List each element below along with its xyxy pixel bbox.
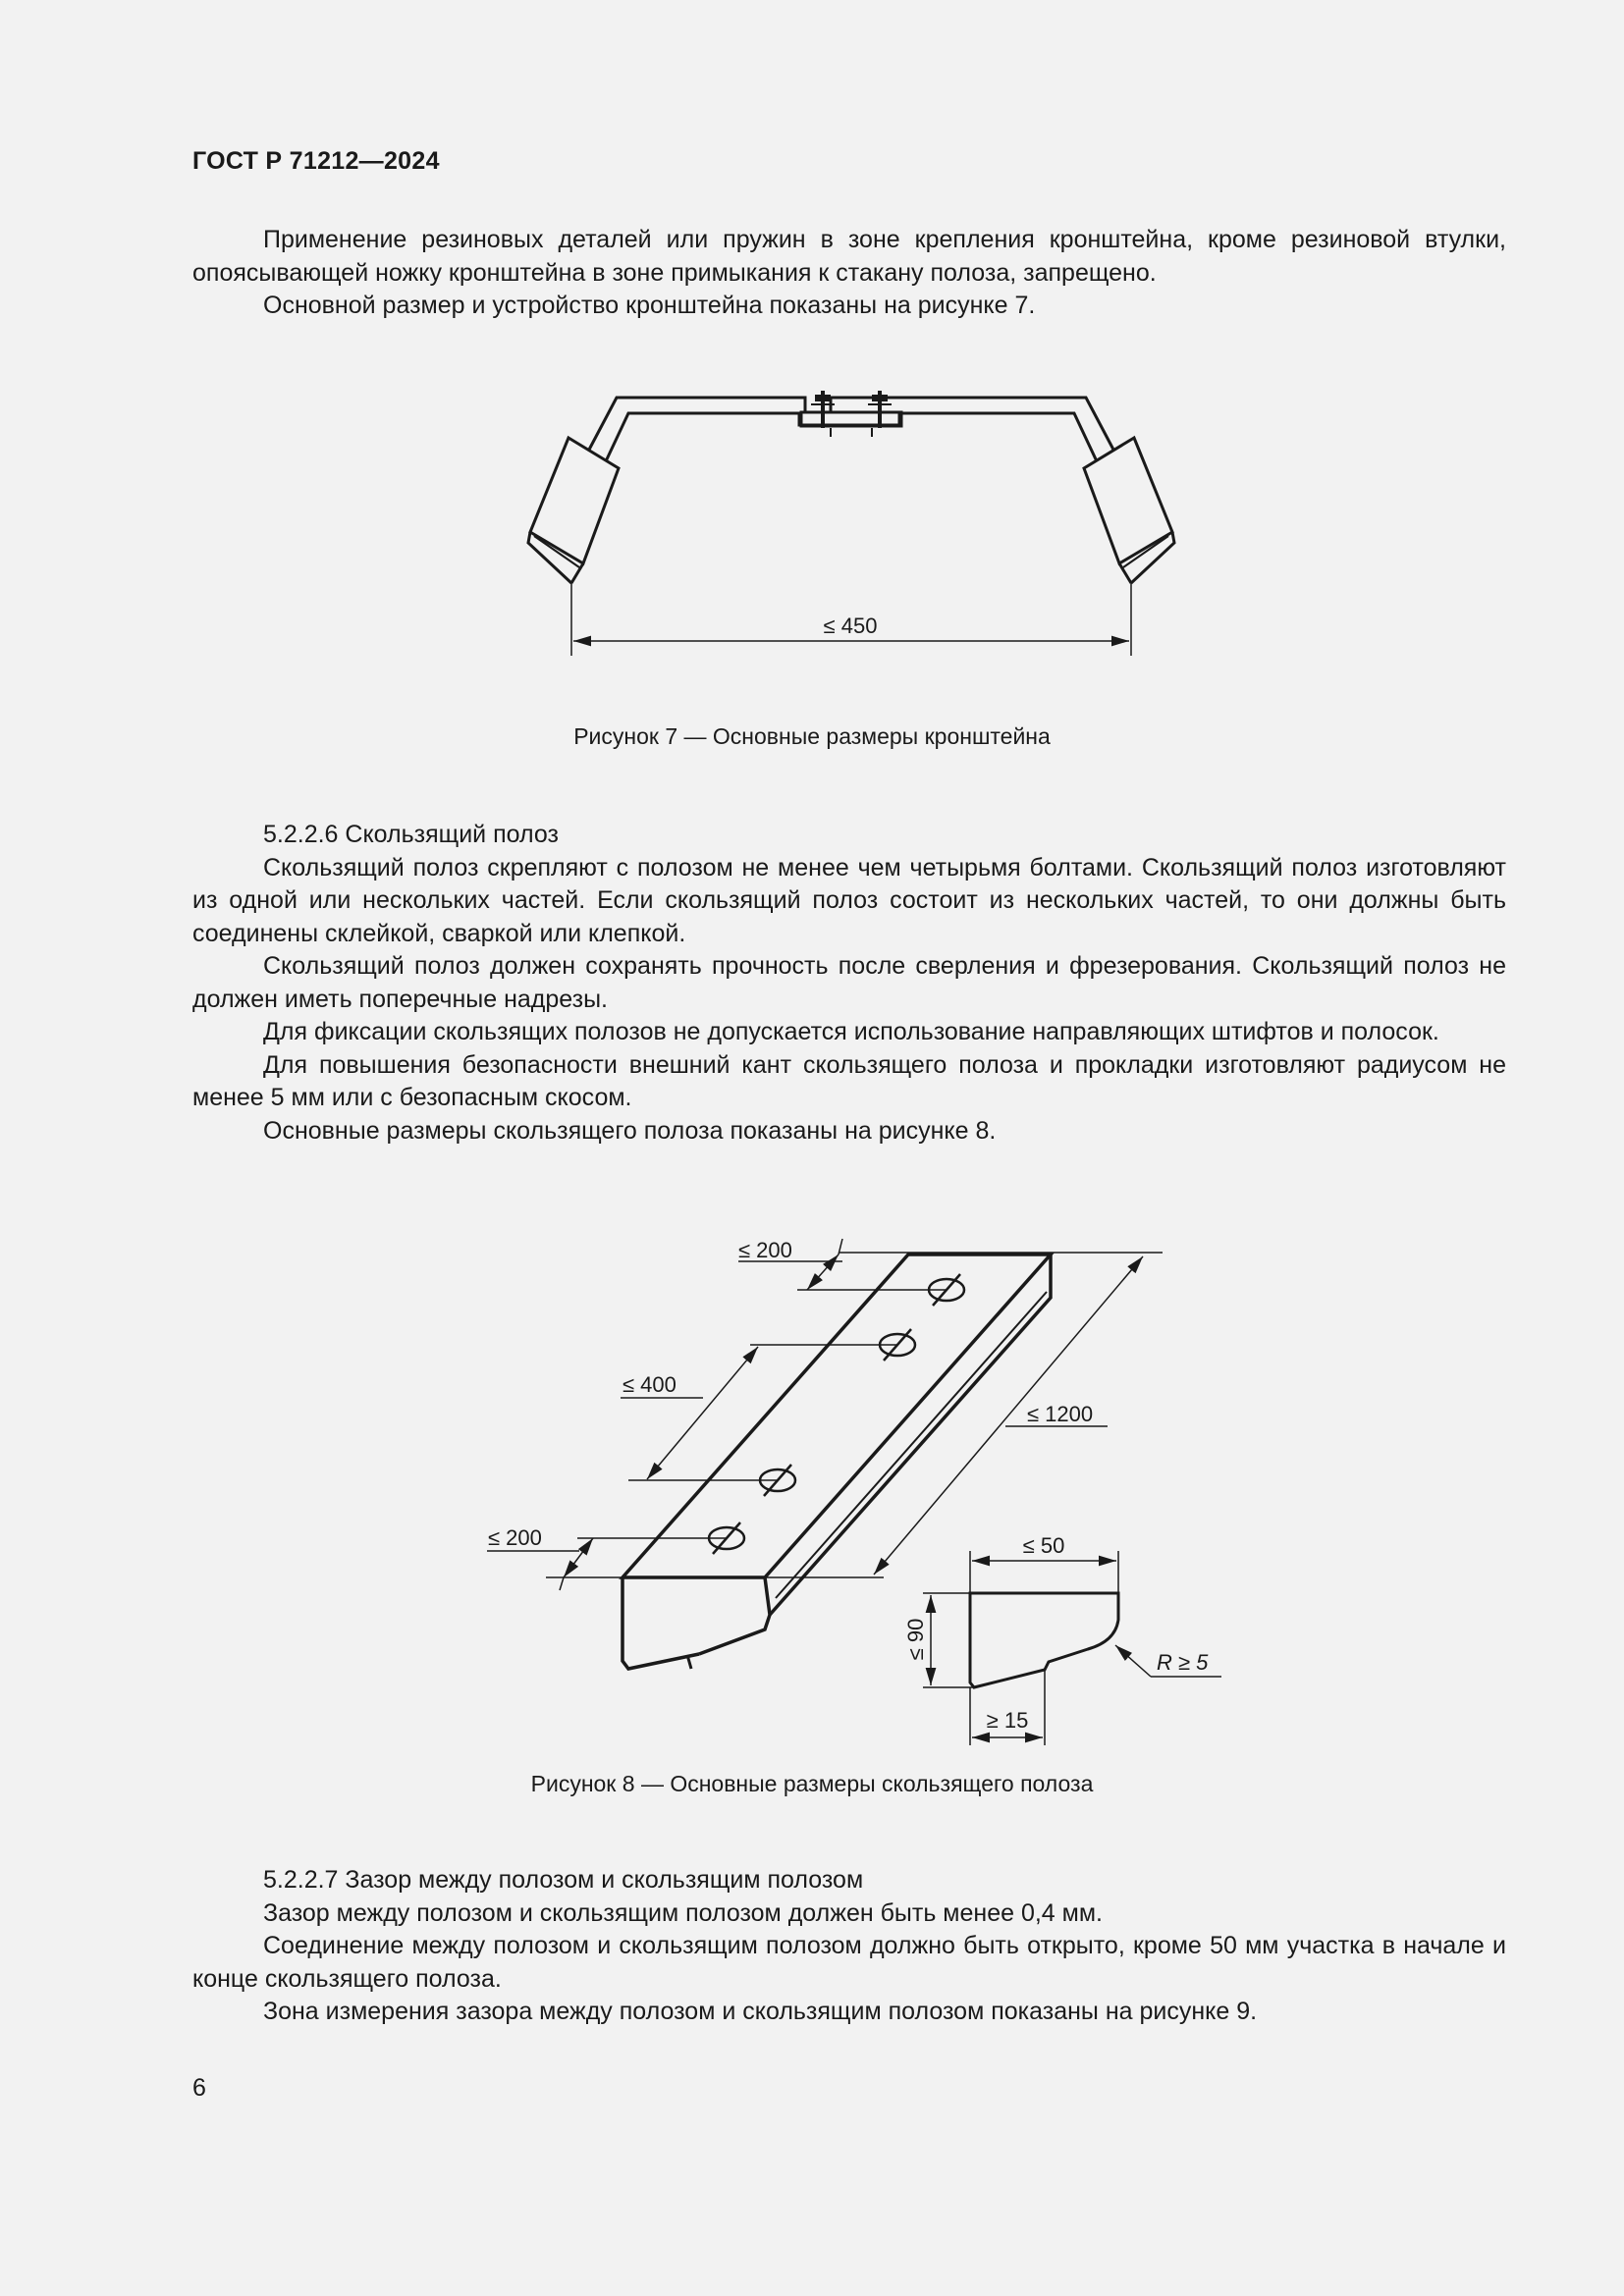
leader-line-radius (1115, 1645, 1151, 1677)
paragraph: Применение резиновых деталей или пружин в зоне крепления кронштейна, кроме резиновой втулки, опоясывающей ножку кронштейна в зоне примыкания к стакану полоза, запрещено. (192, 226, 1506, 287)
paragraph: Соединение между полозом и скользящим полозом должно быть открыто, кроме 50 мм участка в начале и конце скользящего полоза. (192, 1932, 1506, 1993)
dimension-label-radius: R ≥ 5 (1157, 1650, 1209, 1675)
figure-8-caption: Рисунок 8 — Основные размеры скользящего полоза (530, 1771, 1094, 1796)
dimension-label-top-200: ≤ 200 (738, 1238, 792, 1262)
section-heading: 5.2.2.7 Зазор между полозом и скользящим полозом (263, 1866, 864, 1894)
dimension-line-bottom-200 (564, 1538, 593, 1577)
paragraph: Основные размеры скользящего полоза показаны на рисунке 8. (263, 1116, 997, 1145)
document-header: ГОСТ Р 71212—2024 (192, 147, 440, 175)
dimension-label-450: ≤ 450 (823, 614, 878, 638)
bracket-frame (589, 391, 1113, 461)
figure-7-caption: Рисунок 7 — Основные размеры кронштейна (573, 723, 1051, 749)
paragraph: Скользящий полоз скрепляют с полозом не менее чем четырьмя болтами. Скользящий полоз изготовляют из одной или нескольких частей. Если скользящий полоз состоит из нескольких частей, то они должны быть соединены склейкой, сваркой или клепкой. (192, 853, 1506, 947)
dimension-label-400: ≤ 400 (623, 1372, 677, 1397)
runner-body (623, 1255, 1051, 1669)
paragraph: Скользящий полоз должен сохранять прочность после сверления и фрезерования. Скользящий полоз не должен иметь поперечные надрезы. (192, 952, 1506, 1013)
dimension-label-15: ≥ 15 (986, 1708, 1029, 1733)
dimension-label-bottom-200: ≤ 200 (488, 1525, 542, 1550)
dimension-line-top-200 (807, 1255, 839, 1290)
left-sleeve (528, 438, 619, 656)
right-sleeve (1084, 438, 1174, 656)
bolt-hole-symbols (709, 1274, 964, 1554)
paragraph: Зазор между полозом и скользящим полозом должен быть менее 0,4 мм. (263, 1898, 1103, 1927)
runner-cross-section (923, 1551, 1118, 1745)
section-heading: 5.2.2.6 Скользящий полоз (263, 821, 559, 848)
paragraph: Для повышения безопасности внешний кант скользящего полоза и прокладки изготовляют радиусом не менее 5 мм или с безопасным скосом. (192, 1050, 1506, 1111)
section-5-2-2-7 (192, 1864, 1506, 2029)
dimension-label-1200: ≤ 1200 (1027, 1402, 1094, 1426)
page-number: 6 (192, 2074, 206, 2102)
paragraph: Основной размер и устройство кронштейна показаны на рисунке 7. (263, 292, 1036, 319)
dimension-label-50: ≤ 50 (1022, 1533, 1065, 1558)
extension-lines (546, 1253, 1163, 1577)
dimension-label-90: ≤ 90 (903, 1618, 928, 1661)
section-5-2-2-6 (192, 819, 1506, 1148)
dimension-line-1200 (874, 1256, 1143, 1575)
paragraph: Зона измерения зазора между полозом и скользящим полозом показаны на рисунке 9. (263, 1998, 1258, 2025)
intro-text (192, 224, 1506, 323)
dimension-line-400 (647, 1347, 758, 1479)
paragraph: Для фиксации скользящих полозов не допускается использование направляющих штифтов и полосок. (263, 1018, 1439, 1045)
